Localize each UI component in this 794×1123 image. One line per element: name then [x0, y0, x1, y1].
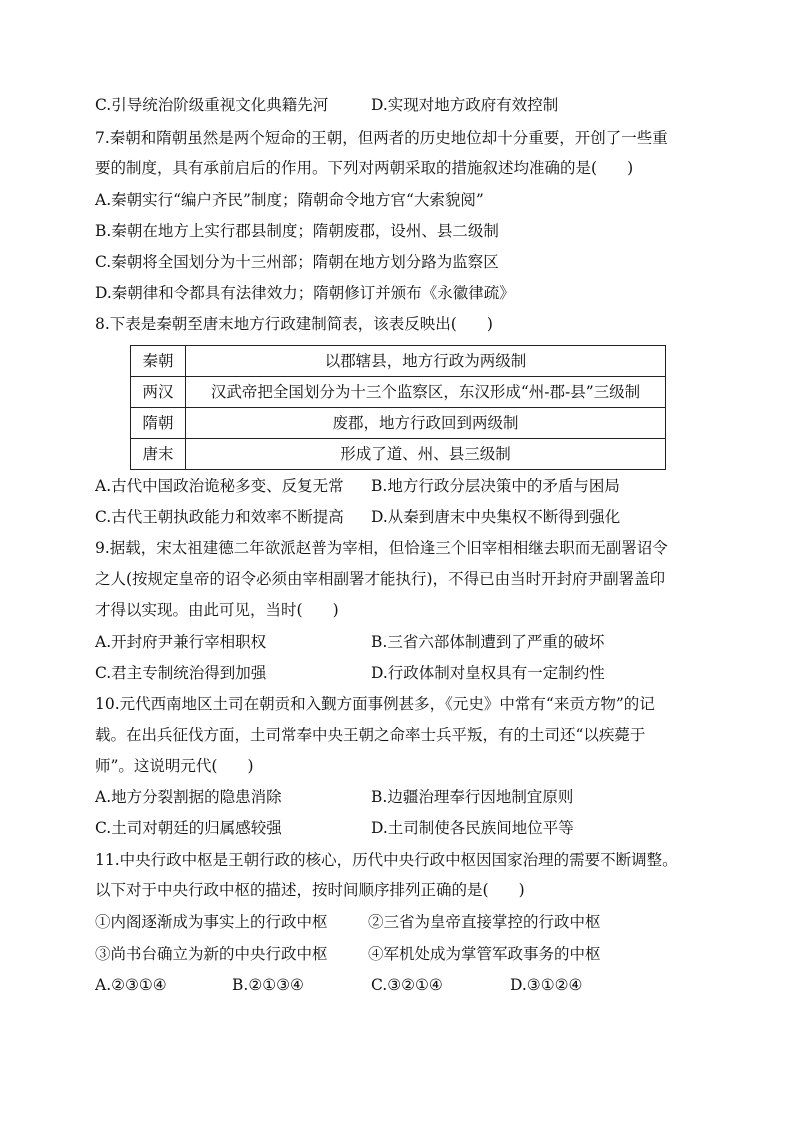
q11-item-3: ③尚书台确立为新的中央行政中枢: [95, 945, 328, 963]
q11-option-a: A.②③①④: [95, 976, 167, 994]
q6-option-c: C.引导统治阶级重视文化典籍先河: [95, 96, 329, 114]
q11-option-c: C.③②①④: [371, 976, 443, 994]
q10-option-a: A.地方分裂割据的隐患消除: [95, 788, 282, 806]
q7-stem-line-2: 要的制度，具有承前启后的作用。下列对两朝采取的措施叙述均准确的是( ): [95, 159, 634, 177]
dynasty-cell: 两汉: [131, 377, 186, 408]
q10-stem-line-1: 10.元代西南地区土司在朝贡和入觐方面事例甚多，《元史》中常有“来贡方物”的记: [95, 695, 655, 713]
description-cell: 形成了道、州、县三级制: [186, 439, 666, 470]
q11-item-1: ①内阁逐渐成为事实上的行政中枢: [95, 913, 328, 931]
table-row: [131, 439, 666, 470]
q6-option-d: D.实现对地方政府有效控制: [371, 96, 559, 114]
q11-stem-line-2: 以下对于中央行政中枢的描述，按时间顺序排列正确的是( ): [95, 881, 525, 899]
q9-option-d: D.行政体制对皇权具有一定制约性: [371, 664, 605, 682]
dynasty-cell: 秦朝: [131, 346, 186, 377]
q9-stem-line-2: 之人(按规定皇帝的诏令必须由宰相副署才能执行)，不得已由当时开封府尹副署盖印: [95, 570, 666, 588]
q11-item-4: ④军机处成为掌管军政事务的中枢: [368, 945, 601, 963]
admin-system-table: [130, 345, 666, 470]
q11-item-2: ②三省为皇帝直接掌控的行政中枢: [368, 913, 601, 931]
q7-stem-line-1: 7.秦朝和隋朝虽然是两个短命的王朝，但两者的历史地位却十分重要，开创了一些重: [95, 129, 668, 147]
q9-stem-line-1: 9.据载，宋太祖建德二年欲派赵普为宰相，但恰逢三个旧宰相相继去职而无副署诏令: [95, 539, 668, 557]
q10-stem-line-3: 师”。这说明元代( ): [95, 757, 254, 775]
q8-option-c: C.古代王朝执政能力和效率不断提高: [95, 508, 344, 526]
q11-option-b: B.②①③④: [232, 976, 304, 994]
description-cell: 废郡，地方行政回到两级制: [186, 408, 666, 439]
q9-stem-line-3: 才得以实现。由此可见，当时( ): [95, 601, 339, 619]
q8-option-b: B.地方行政分层决策中的矛盾与困局: [371, 477, 620, 495]
description-cell: 汉武帝把全国划分为十三个监察区，东汉形成“州-郡-县”三级制: [186, 377, 666, 408]
q10-option-c: C.土司对朝廷的归属感较强: [95, 819, 282, 837]
description-cell: 以郡辖县，地方行政为两级制: [186, 346, 666, 377]
table-row: [131, 346, 666, 377]
dynasty-cell: 唐末: [131, 439, 186, 470]
q9-option-c: C.君主专制统治得到加强: [95, 664, 267, 682]
q10-option-b: B.边疆治理奉行因地制宜原则: [371, 788, 574, 806]
q7-option-c: C.秦朝将全国划分为十三州部；隋朝在地方划分路为监察区: [95, 253, 499, 271]
q8-option-a: A.古代中国政治诡秘多变、反复无常: [95, 477, 344, 495]
q7-option-b: B.秦朝在地方上实行郡县制度；隋朝废郡，设州、县二级制: [95, 222, 499, 240]
dynasty-cell: 隋朝: [131, 408, 186, 439]
q8-option-d: D.从秦到唐末中央集权不断得到强化: [371, 508, 621, 526]
table-row: [131, 408, 666, 439]
q10-stem-line-2: 载。在出兵征伐方面，土司常奉中央王朝之命率士兵平叛，有的土司还“以疾薨于: [95, 726, 646, 744]
q8-stem: 8.下表是秦朝至唐末地方行政建制简表，该表反映出( ): [95, 315, 493, 333]
q7-option-d: D.秦朝律和令都具有法律效力；隋朝修订并颁布《永徽律疏》: [95, 284, 515, 302]
q11-stem-line-1: 11.中央行政中枢是王朝行政的核心，历代中央行政中枢因国家治理的需要不断调整。: [95, 851, 678, 869]
q9-option-a: A.开封府尹兼行宰相职权: [95, 633, 267, 651]
q7-option-a: A.秦朝实行“编户齐民”制度；隋朝命令地方官“大索貌阅”: [95, 191, 484, 209]
q10-option-d: D.土司制使各民族间地位平等: [371, 819, 574, 837]
q9-option-b: B.三省六部体制遭到了严重的破坏: [371, 633, 605, 651]
q11-option-d: D.③①②④: [510, 976, 583, 994]
table-row: [131, 377, 666, 408]
